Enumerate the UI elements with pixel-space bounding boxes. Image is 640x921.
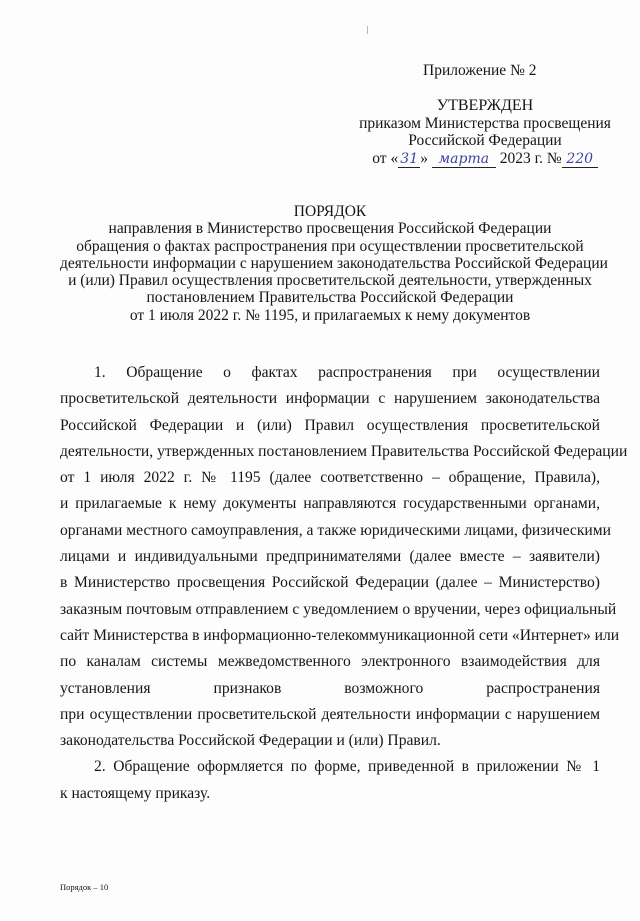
approval-date-line (320, 150, 640, 168)
heading-title: ПОРЯДОК (293, 203, 367, 220)
approved-title: УТВЕРЖДЕН (436, 97, 534, 114)
approval-line-1: приказом Министерства просвещения (359, 114, 611, 132)
text-line: и прилагаемые к нему документы направляются государственными органами, (60, 495, 600, 513)
heading-line: направления в Министерство просвещения Российской Федерации (108, 220, 552, 238)
text-line: деятельности, утвержденных постановлением Правительства Российской Федерации (60, 442, 628, 460)
text-line: законодательства Российской Федерации и (или) Правил. (60, 732, 441, 750)
handwritten-day: 31 (398, 152, 420, 168)
text-line: установления признаков возможного распространения (60, 679, 600, 697)
handwritten-number: 220 (562, 152, 598, 168)
text-line: по каналам системы межведомственного электронного взаимодействия для (60, 653, 600, 671)
text-line: Российской Федерации и (или) Правил осуществления просветительской (60, 416, 600, 434)
heading-line: деятельности информации с нарушением законодательства Российской Федерации (60, 254, 608, 272)
text-line: к настоящему приказу. (60, 784, 211, 802)
text-line: заказным почтовым отправлением с уведомлением о вручении, через официальный (60, 600, 617, 618)
text-line: 2. Обращение оформляется по форме, приведенной в приложении № 1 (94, 758, 600, 776)
document-heading (60, 203, 608, 324)
handwritten-month: марта (432, 152, 496, 168)
heading-line: обращения о фактах распространения при осуществлении просветительской (76, 237, 584, 255)
heading-line: от 1 июля 2022 г. № 1195, и прилагаемых к нему документов (129, 306, 531, 324)
text-line: сайт Министерства в информационно-телекоммуникационной сети «Интернет» или (60, 626, 620, 644)
document-body (60, 360, 628, 807)
scan-artifact (367, 26, 368, 34)
text-line: просветительской деятельности информации с нарушением законодательства (60, 390, 600, 408)
text-line: органами местного самоуправления, а также юридическими лицами, физическими (60, 521, 611, 539)
date-year: 2023 г. № (499, 149, 562, 167)
heading-line: постановлением Правительства Российской Федерации (146, 289, 514, 307)
text-line: от 1 июля 2022 г. № 1195 (далее соответственно – обращение, Правила), (60, 469, 600, 487)
text-line: при осуществлении просветительской деятельности информации с нарушением (60, 705, 600, 723)
date-mid: » (420, 149, 428, 167)
text-line: в Министерство просвещения Российской Федерации (далее – Министерство) (60, 574, 600, 592)
paragraph-2 (60, 754, 600, 807)
date-prefix: от « (372, 149, 399, 167)
approval-block (320, 97, 640, 168)
appendix-label: Приложение № 2 (423, 62, 537, 79)
paragraph-1 (60, 360, 628, 754)
text-line: 1. Обращение о фактах распространения при осуществлении (94, 364, 600, 381)
heading-line: и (или) Правил осуществления просветительской деятельности, утвержденных (68, 272, 592, 290)
approval-line-2: Российской Федерации (408, 132, 562, 149)
text-line: лицами и индивидуальными предпринимателями (далее вместе – заявители) (60, 548, 600, 566)
page-footer: Порядок – 10 (60, 882, 109, 892)
